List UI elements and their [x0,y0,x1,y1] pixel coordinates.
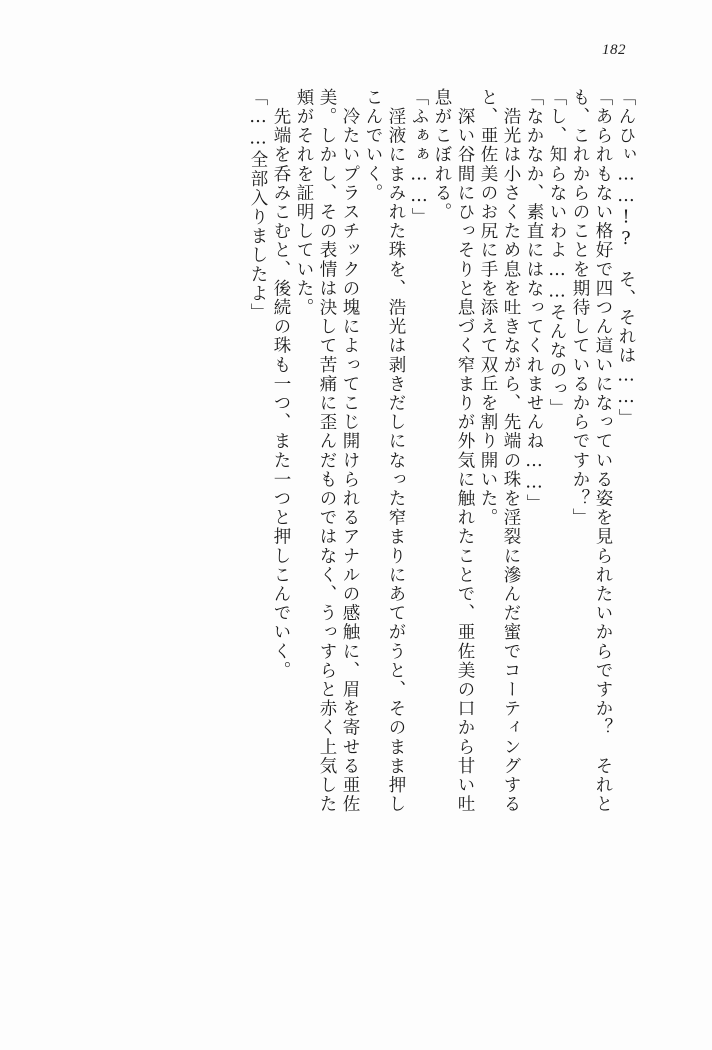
text-line: も、これからのことを期待しているからですか？」 [570,88,590,528]
text-line: 「……全部入りましたよ」 [248,88,268,323]
text-line: 「んひぃ……!? そ、それは……」 [616,88,636,428]
text-line: 「し、知らないわよ……そんなのっ」 [547,88,567,418]
text-line: 「ふぁぁ……」 [409,88,429,227]
text-line: 「あられもない格好で四つん這いになっている姿を見られたいからですか？ それと [593,88,613,814]
text-line: と、亜佐美のお尻に手を添えて双丘を割り開いた。 [478,88,498,528]
text-line: 頬がそれを証明していた。 [294,88,314,318]
text-line: 深い谷間にひっそりと息づく窄まりが外気に触れたことで、亜佐美の口から甘い吐 [455,88,475,814]
text-line: 「なかなか、素直にはなってくれませんね……」 [524,88,544,514]
text-line: 淫液にまみれた珠を、浩光は剥きだしになった窄まりにあてがうと、そのまま押し [386,88,406,814]
text-line: 浩光は小さくため息を吐きながら、先端の珠を淫裂に滲んだ蜜でコーティングする [501,88,521,814]
text-line: こんでいく。 [363,88,383,203]
page-number: 182 [602,42,626,58]
vertical-text-body [78,88,634,988]
text-line: 冷たいプラスチックの塊によってこじ開けられるアナルの感触に、眉を寄せる亜佐 [340,88,360,814]
text-line: 美。しかし、その表情は決して苦痛に歪んだものではなく、うっすらと赤く上気した [317,88,337,814]
text-line: 息がこぼれる。 [432,88,452,222]
text-line: 先端を呑みこむと、後続の珠も一つ、また一つと押しこんでいく。 [271,88,291,681]
